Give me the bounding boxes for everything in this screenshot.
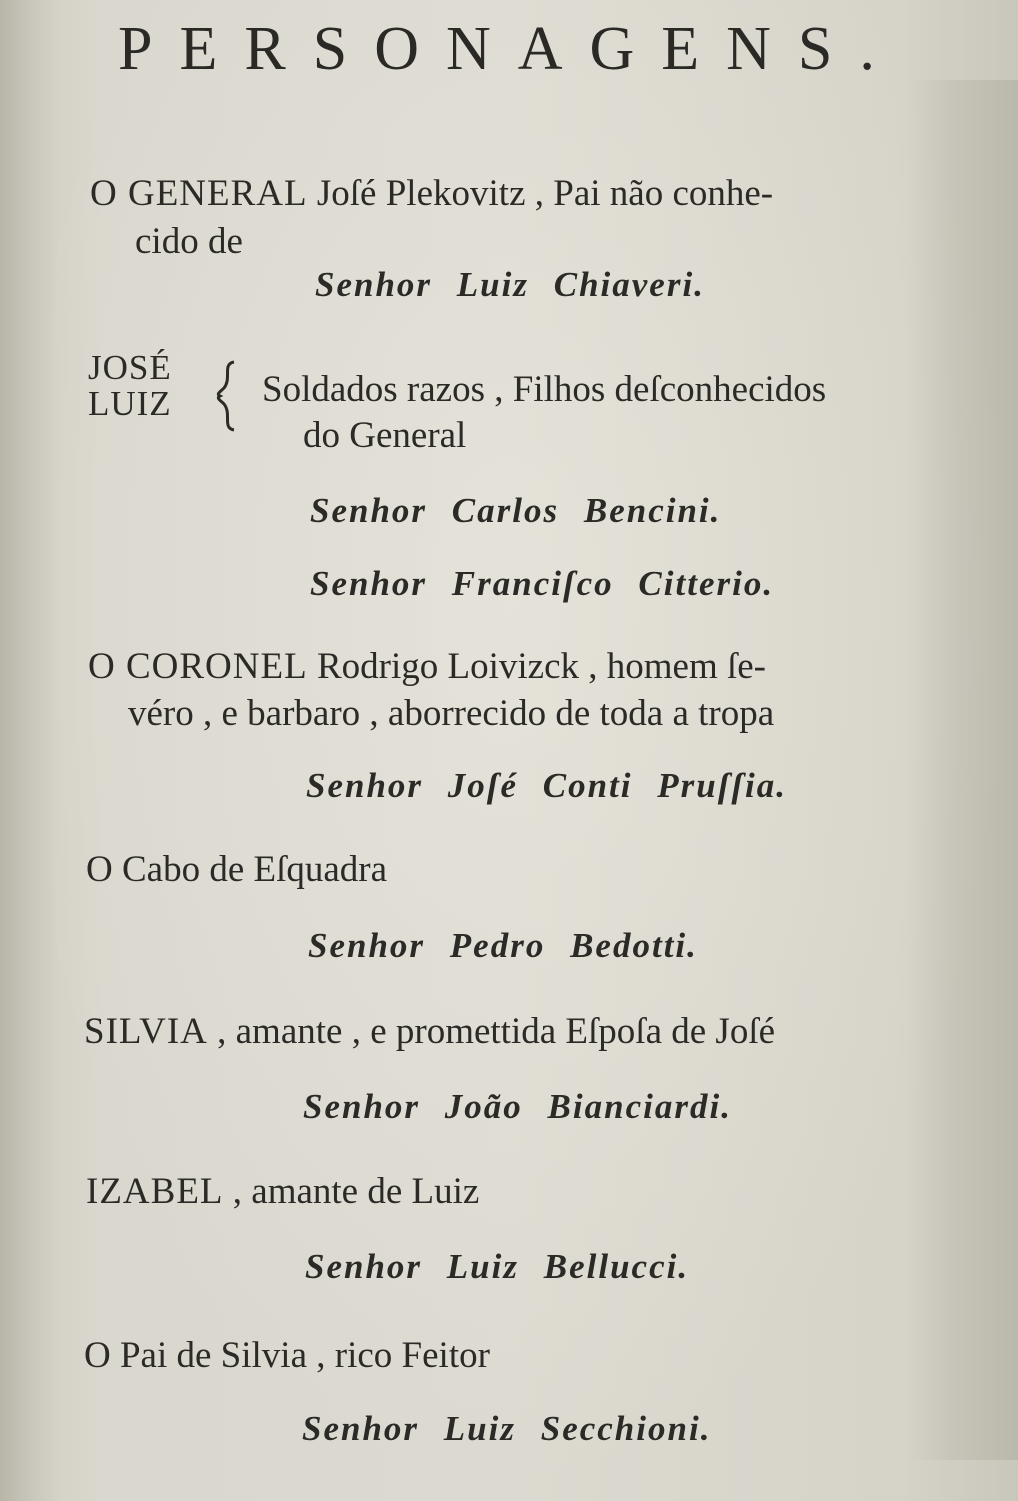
page-title: PERSONAGENS. (118, 15, 902, 83)
character-name-luiz: LUIZ (88, 384, 172, 423)
description-text: Soldados razos , Filhos deſconhecidos (262, 369, 827, 410)
character-name-pair (88, 350, 172, 422)
character-description: O Cabo de Eſquadra (86, 849, 388, 890)
actor-name: Senhor Carlos Bencini. (310, 491, 722, 530)
description-text: , amante de Luiz (223, 1171, 480, 1212)
page-gutter-shadow (0, 0, 58, 1501)
character-name-jose: JOSÉ (88, 348, 172, 387)
actor-name: Senhor Luiz Bellucci. (305, 1247, 690, 1286)
character-description (86, 1170, 479, 1214)
character-role: O GENERAL (90, 173, 308, 214)
actor-name: Senhor Luiz Chiaveri. (315, 265, 705, 304)
character-role: O CORONEL (88, 646, 308, 687)
page-edge-bleed (908, 80, 1018, 1460)
description-continuation: cido de (135, 221, 243, 262)
actor-name: Senhor Luiz Secchioni. (302, 1409, 712, 1448)
actor-name: Senhor Pedro Bedotti. (308, 926, 698, 965)
description-text: , amante , e promettida Eſpoſa de Joſé (207, 1011, 776, 1052)
description-text: Rodrigo Loivizck , homem ſe- (307, 646, 766, 687)
character-description (90, 172, 773, 216)
curly-brace-icon (212, 358, 242, 434)
description-text: Joſé Plekovitz , Pai não conhe- (307, 173, 774, 214)
actor-name: Senhor João Bianciardi. (303, 1087, 732, 1126)
description-continuation: do General (303, 415, 467, 456)
description-continuation: véro , e barbaro , aborrecido de toda a tropa (128, 693, 775, 734)
character-description (88, 645, 766, 689)
actor-name: Senhor Joſé Conti Pruſſia. (306, 766, 787, 805)
character-role: SILVIA (84, 1011, 208, 1052)
character-role: IZABEL (86, 1171, 224, 1212)
character-description (84, 1010, 775, 1054)
character-description: O Pai de Silvia , rico Feitor (84, 1335, 490, 1376)
actor-name: Senhor Franciſco Citterio. (310, 564, 775, 603)
